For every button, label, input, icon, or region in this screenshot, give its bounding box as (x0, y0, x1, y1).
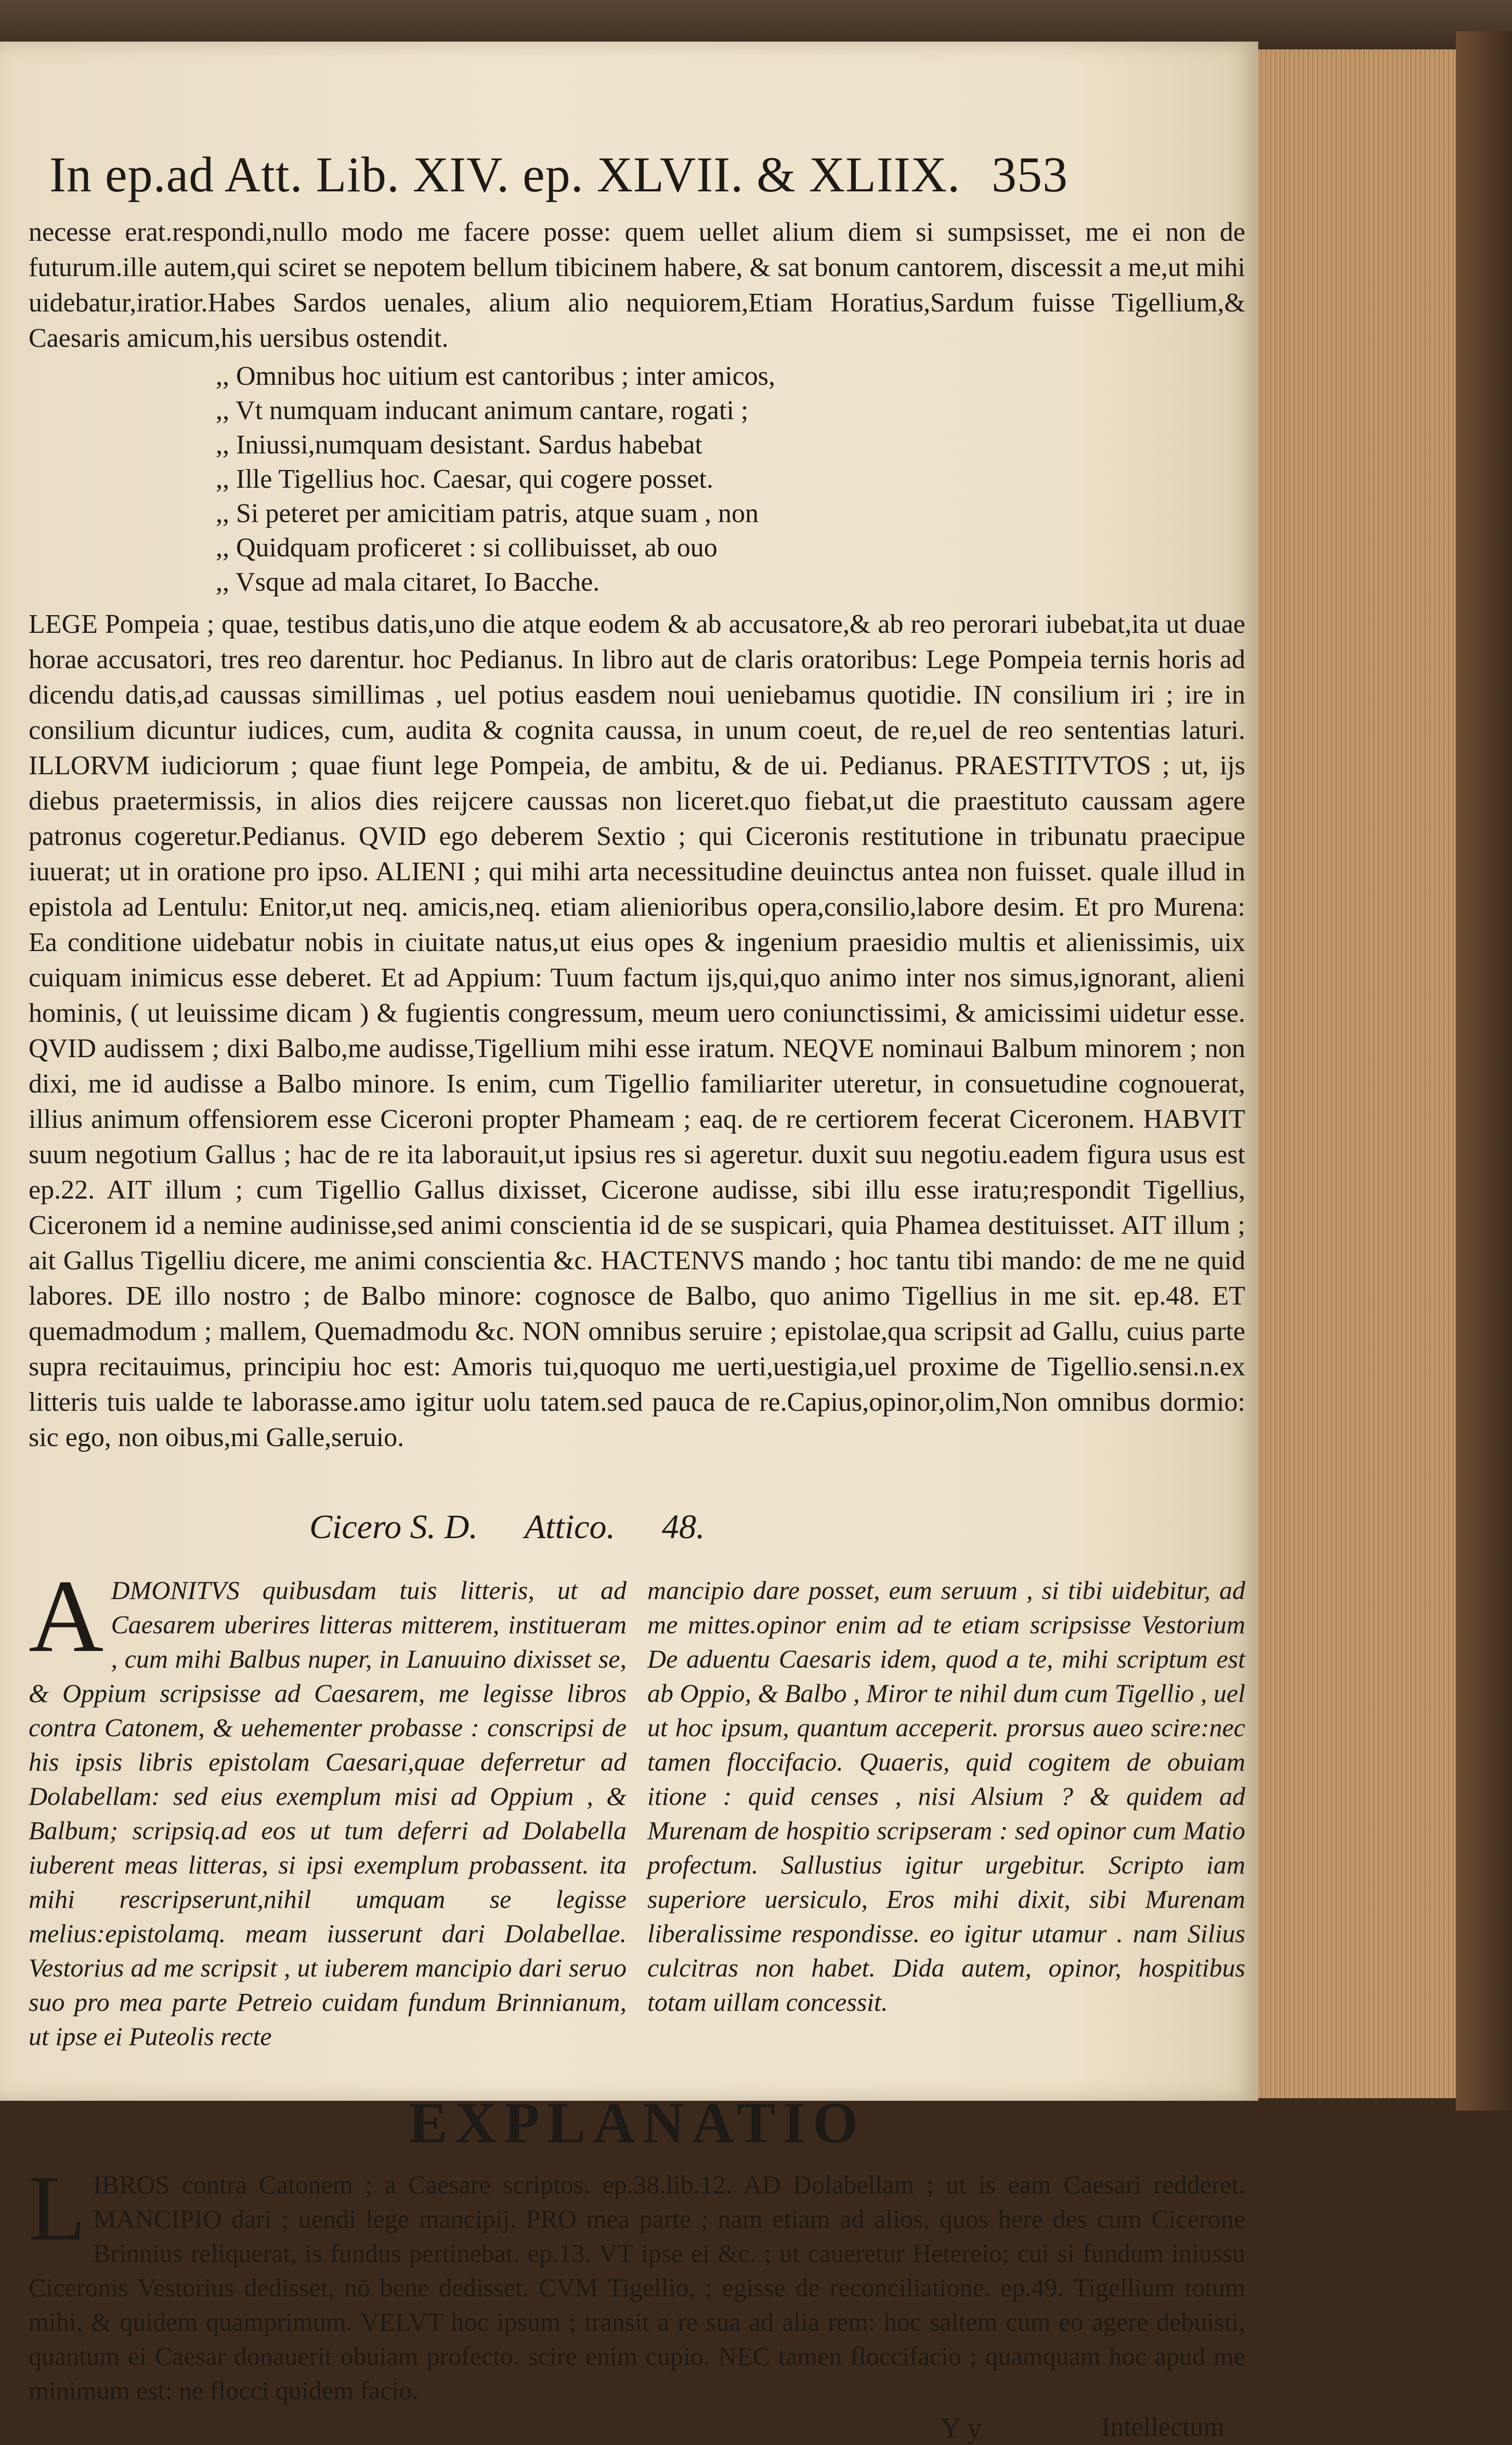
commentary-intro: necesse erat.respondi,nullo modo me facere posse: quem uellet alium diem si sumpsisset, me ei non de futurum.ille autem,qui sciret se nepotem bellum tibicinem habere, & sat bonum cantorem, discessit a me,ut mihi uidebatur,iratior.Habes Sardos uenales, alium alio nequiorem,Etiam Horatius,Sardum fuisse Tigellium,& Caesaris amicum,his uersibus ostendit. (29, 217, 1245, 353)
drop-cap: L (29, 2156, 86, 2260)
letter-number: 48. (661, 1508, 705, 1546)
catchword: Intellectum (1101, 2412, 1224, 2442)
letter-column-right: mancipio dare posset, eum seruum , si tibi uidebitur, ad me mittes.opinor enim ad te etiam scripsisse Vestorium De aduentu Caesaris idem, quod a te, mihi scriptum est ab Oppio, & Balbo , Miror te nihil dum cum Tigellio , uel ut hoc ipsum, quantum acceperit. prorsus aueo scire:nec tamen floccifacio. Quaeris, quid cogitem de obuiam itione : quid censes , nisi Alsium ? & quidem ad Murenam de hospitio scripseram : sed opinor cum Matio profectum. Sallustius igitur urgebitur. Scripto iam superiore uersiculo, Eros mihi dixit, sibi Murenam liberalissime respondisse. eo igitur utamur . nam Silius culcitras non habet. Dida autem, opinor, hospitibus totam uillam concessit. (647, 1576, 1245, 2017)
drop-cap: A (29, 1559, 104, 1674)
verse-line: ,, Omnibus hoc uitium est cantoribus ; inter amicos, (216, 361, 775, 391)
page-content (29, 146, 1245, 2445)
book-page (0, 42, 1258, 2444)
letter-body (29, 1559, 1245, 2053)
page-footer (29, 2412, 1245, 2445)
book-fore-edge (1248, 49, 1457, 2098)
running-head (49, 146, 1245, 203)
verse-line: ,, Si peteret per amicitiam patris, atque suam , non (216, 499, 759, 528)
book-binding (1456, 31, 1512, 2111)
verse-line: ,, Ille Tigellius hoc. Caesar, qui cogere posset. (216, 464, 713, 494)
page-number: 353 (992, 147, 1068, 202)
verse-line: ,, Quidquam proficeret : si collibuisset, ab ouo (216, 533, 718, 563)
letter-column-left (29, 1559, 627, 2053)
section-title: EXPLANATIO (408, 2091, 866, 2155)
explanatio-body: IBROS contra Catonem ; a Caesare scriptos. ep.38.lib.12. AD Dolabellam ; ut is eam Caesari redderet. MANCIPIO dari ; uendi lege mancipij. PRO mea parte ; nam etiam ad alios, quos here des cum Cicerone Brinnius reliquerat, is fundus pertinebat. ep.13. VT ipse ei &c. ; ut caueretur Hetereio; cui si fundum iniussu Ciceronis Vestorius dedisset, nō bene dedisset. CVM Tigellio, ; egisse de reconciliatione. ep.49. Tigellium totum mihi, & quidem quamprimum. VELVT hoc ipsum ; transit a re sua ad alia rem: hoc saltem cum eo agere debuisti, quantum ei Caesar donauerit obuiam profecto. scire enim cupio. NEC tamen floccifacio ; quamquam hoc apud me minimum est: ne flocci quidem facio. (29, 2170, 1245, 2405)
verse-line: ,, Vt numquam inducant animum cantare, rogati ; (216, 396, 749, 425)
letter-column-left-text: DMONITVS quibusdam tuis litteris, ut ad Caesarem uberires litteras mitterem, institueram , cum mihi Balbus nuper, in Lanuuino dixisset se, & Oppium scripsisse ad Caesarem, me legisse libros contra Catonem, & uehementer probasse : conscripsi de his ipsis libris epistolam Caesari,quae deferretur ad Dolabellam: sed eius exemplum misi ad Oppium , & Balbum; scripsiq.ad eos ut tum deferri ad Dolabella iuberent meas litteras, si ipsi exemplum probassent. ita mihi rescripserunt,nihil umquam se legisse melius:epistolamq. meam iusserunt dari Dolabellae. Vestorius ad me scripsit , ut iuberem mancipio dari seruo suo pro mea parte Petreio cuidam fundum Brinnianum, ut ipse ei Puteolis recte (29, 1576, 627, 2051)
verse-line: ,, Vsque ad mala citaret, Io Bacche. (216, 567, 600, 597)
letter-salutation-recipient: Attico. (524, 1508, 615, 1546)
commentary-main: LEGE Pompeia ; quae, testibus datis,uno die atque eodem & ab accusatore,& ab reo perorari iubebat,ita ut duae horae accusatori, tres reo darentur. hoc Pedianus. In libro aut de claris oratoribus: Lege Pompeia ternis horis ad dicendu datis,ad caussas simillimas , uel potius easdem noui ueniebamus quotidie. IN consilium iri ; ire in consilium dicuntur iudices, cum, audita & cognita caussa, in unum coeut, de re,uel de reo sententias laturi. ILLORVM iudiciorum ; quae fiunt lege Pompeia, de ambitu, & de ui. Pedianus. PRAESTITVTOS ; ut, ijs diebus praetermissis, in alios dies reijcere caussas non liceret.quo fiebat,ut die praestituto caussam agere patronus cogeretur.Pedianus. QVID ego deberem Sextio ; qui Ciceronis restitutione in tribunatu praecipue iuuerat; ut in oratione pro ipso. ALIENI ; qui mihi arta necessitudine deuinctus antea non fuisset. quale illud in epistola ad Lentulu: Enitor,ut neq. amicis,neq. etiam alienioribus opera,consilio,labore desim. Et pro Murena: Ea conditione uidebatur nobis in ciuitate natus,ut eius opes & ingenium praesidio multis et alienissimis, uix cuiquam inimicus esse deberet. Et ad Appium: Tuum factum ijs,qui,quo animo inter nos simus,ignorant, alieni hominis, ( ut leuissime dicam ) & fugientis congressum, meum uero coniunctissimi, & amicissimi uidetur esse. QVID audissem ; dixi Balbo,me audisse,Tigellium mihi esse iratum. NEQVE nominaui Balbum minorem ; non dixi, me id audisse a Balbo minore. Is enim, cum Tigellio familiariter uteretur, in consuetudine cognouerat, illius animum offensiorem esse Ciceroni propter Phameam ; eaq. de re certiorem fecerat Ciceronem. HABVIT suum negotium Gallus ; hac de re ita laborauit,ut ipsius res si ageretur. duxit suu negotiu.eadem figura usus est ep.22. AIT illum ; cum Tigellio Gallus dixisset, Cicerone audisse, sibi illu esse iratu;respondit Tigellius, Ciceronem id a nemine audinisse,sed animi conscientia id de se suspicari, quia Phamea destituisset. AIT illum ; ait Gallus Tigelliu dicere, me animi conscientia &c. HACTENVS mando ; hoc tantu tibi mando: de me ne quid labores. DE illo nostro ; de Balbo minore: cognosce de Balbo, quo animo Tigellius in me sit. ep.48. ET quemadmodum ; mallem, Quemadmodu &c. NON omnibus seruire ; epistolae,qua scripsit ad Gallu, cuius parte supra recitauimus, principiu hoc est: Amoris tui,quoquo me uerti,uestigia,uel proxime de Tigellio.sensi.n.ex litteris tuis ualde te laborasse.amo igitur uolu tatem.sed pauca de re.Capius,opinor,olim,Non omnibus dormio: sic ego, non oibus,mi Galle,seruio. (29, 609, 1245, 1452)
letter-salutation-sender: Cicero S. D. (309, 1508, 478, 1546)
explanatio-text (29, 2156, 1245, 2408)
verse-quotation (216, 359, 1245, 600)
signature-mark: Y y (940, 2412, 982, 2444)
running-head-title: In ep.ad Att. Lib. XIV. ep. XLVII. & XLIIX. (49, 147, 961, 202)
letter-heading (309, 1507, 1245, 1547)
verse-line: ,, Iniussi,numquam desistant. Sardus habebat (216, 430, 702, 460)
